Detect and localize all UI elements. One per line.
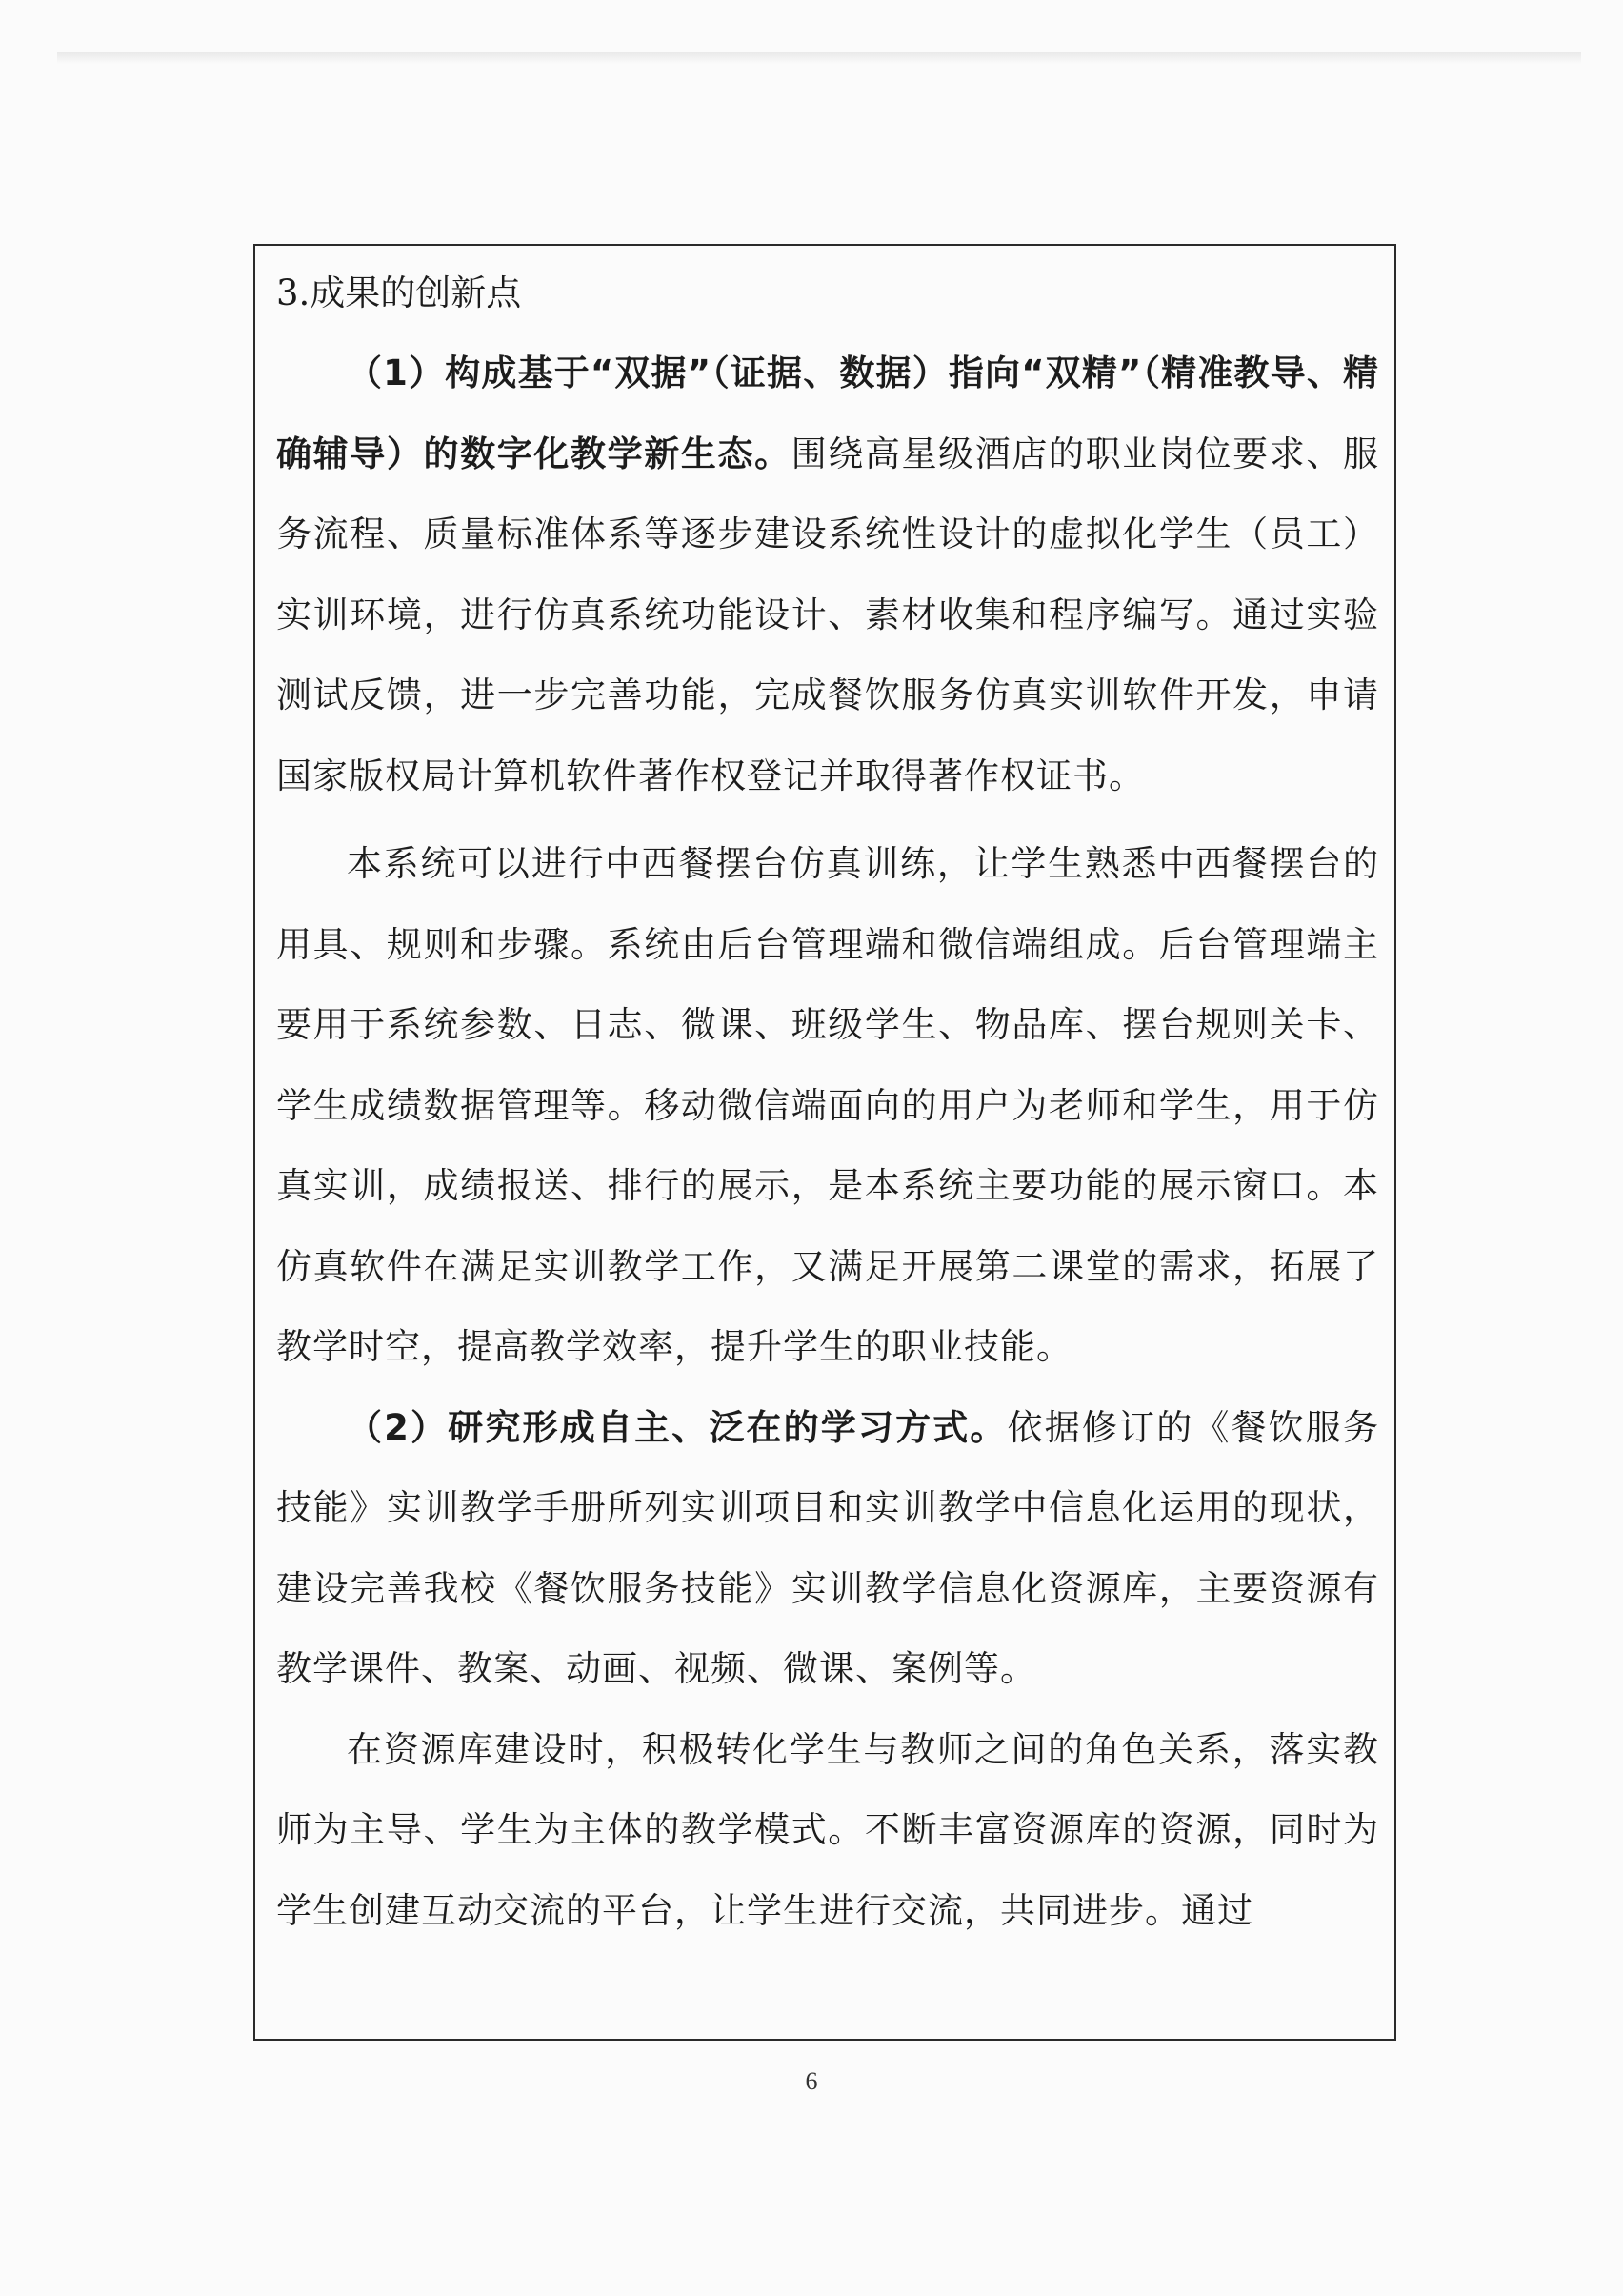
- paragraph-4: [276, 1710, 1379, 1952]
- paragraph-4-text: 在资源库建设时，积极转化学生与教师之间的角色关系，落实教师为主导、学生为主体的教学模式。不断丰富资源库的资源，同时为学生创建互动交流的平台，让学生进行交流，共同进步。通过: [276, 1728, 1379, 1931]
- scan-edge-shadow: [57, 52, 1581, 64]
- paragraph-2-text: 本系统可以进行中西餐摆台仿真训练，让学生熟悉中西餐摆台的用具、规则和步骤。系统由后台管理端和微信端组成。后台管理端主要用于系统参数、日志、微课、班级学生、物品库、摆台规则关卡、学生成绩数据管理等。移动微信端面向的用户为老师和学生，用于仿真实训，成绩报送、排行的展示，是本系统主要功能的展示窗口。本仿真软件在满足实训教学工作，又满足开展第二课堂的需求，拓展了教学时空，提高教学效率，提升学生的职业技能。: [276, 843, 1379, 1367]
- paragraph-3-text: 依据修订的《餐饮服务技能》实训教学手册所列实训项目和实训教学中信息化运用的现状，建设完善我校《餐饮服务技能》实训教学信息化资源库，主要资源有教学课件、教案、动画、视频、微课、案例等。: [276, 1406, 1379, 1689]
- paragraph-1-text: 围绕高星级酒店的职业岗位要求、服务流程、质量标准体系等逐步建设系统性设计的虚拟化学生（员工）实训环境，进行仿真系统功能设计、素材收集和程序编写。通过实验测试反馈，进一步完善功能，完成餐饮服务仿真实训软件开发，申请国家版权局计算机软件著作权登记并取得著作权证书。: [276, 433, 1380, 796]
- paragraph-1-lead: （1）构成基于“双据”（证据、数据）指向“双精”（精准教导、精确辅导）的数字化教学新生态。: [276, 352, 1379, 474]
- section-title: 3.成果的创新点: [276, 272, 522, 313]
- paragraph-3-lead: （2）研究形成自主、泛在的学习方式。: [347, 1406, 1008, 1448]
- page-number: 6: [805, 2067, 818, 2095]
- body-text: [276, 253, 1379, 1951]
- paragraph-2: [276, 824, 1379, 1388]
- content-frame: [253, 244, 1396, 2041]
- paragraph-1: [276, 333, 1379, 816]
- paragraph-3: [276, 1388, 1379, 1710]
